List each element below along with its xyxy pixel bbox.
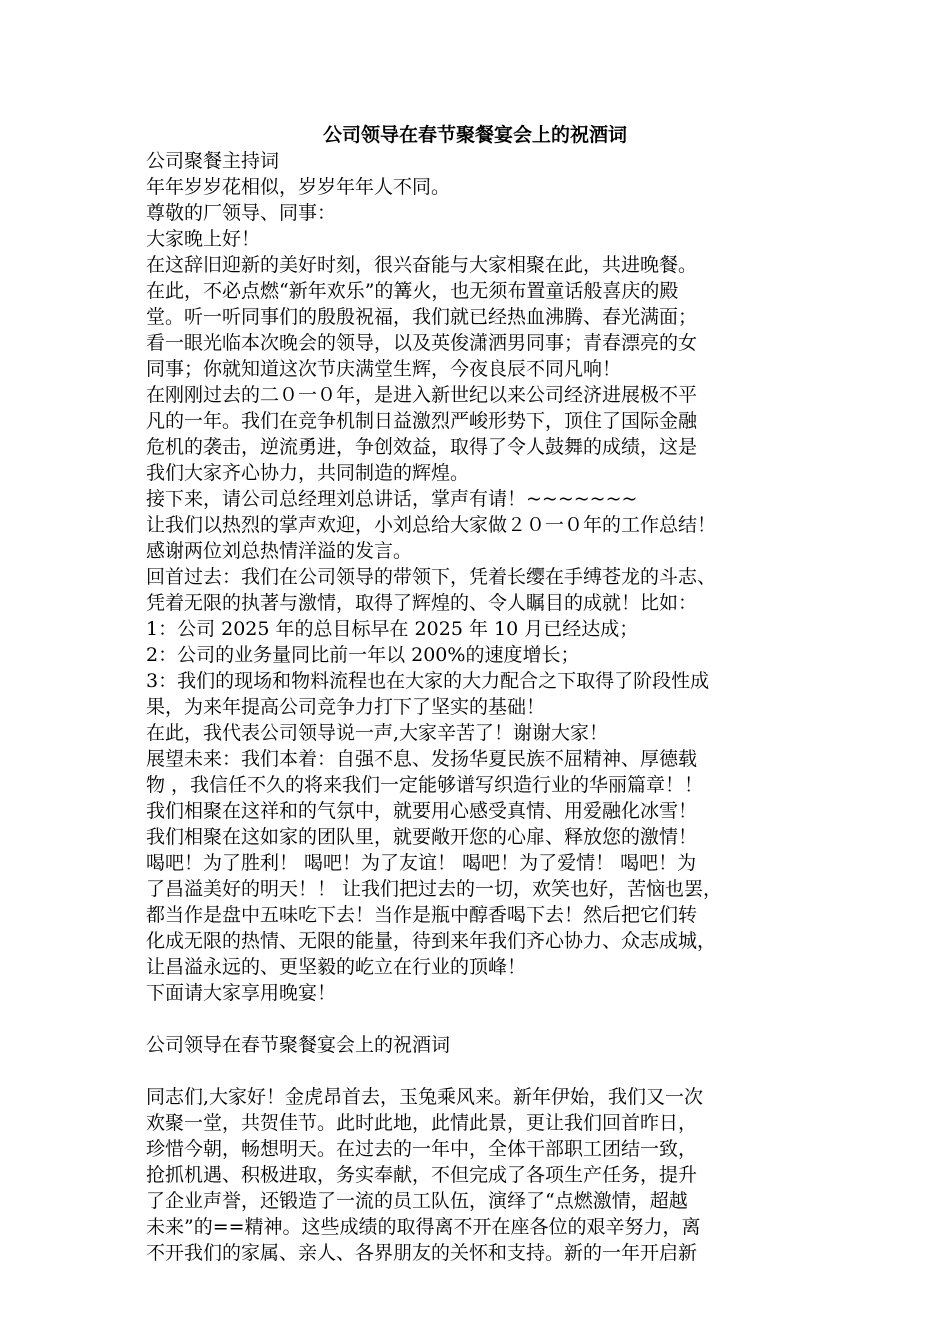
text-line: 了企业声誉，还锻造了一流的员工队伍，演绎了“点燃激情，超越	[146, 1190, 688, 1212]
blank-line	[146, 1006, 806, 1032]
text-line: 堂。听一听同事们的殷殷祝福，我们就已经热血沸腾、春光满面；	[146, 306, 698, 328]
text-line: 不开我们的家属、亲人、各界朋友的关怀和支持。新的一年开启新	[146, 1242, 698, 1264]
text-line: 回首过去：我们在公司领导的带领下，凭着长缨在手缚苍龙的斗志、	[146, 566, 717, 588]
text-line: 在刚刚过去的二０一０年，是进入新世纪以来公司经济进展极不平	[146, 384, 698, 406]
text-line: 我们相聚在这祥和的气氛中，就要用心感受真情、用爱融化冰雪！	[146, 800, 698, 822]
text-line: 公司聚餐主持词	[146, 150, 280, 172]
text-line: 我们相聚在这如家的团队里，就要敞开您的心扉、释放您的激情！	[146, 826, 698, 848]
text-line: 下面请大家享用晚宴！	[146, 982, 337, 1004]
text-line: 在此，我代表公司领导说一声,大家辛苦了！谢谢大家！	[146, 722, 609, 744]
text-line: 凭着无限的执著与激情，取得了辉煌的、令人瞩目的成就！比如：	[146, 592, 698, 614]
text-line: 公司领导在春节聚餐宴会上的祝酒词	[146, 1034, 451, 1056]
text-line: 都当作是盘中五味吃下去！当作是瓶中醇香喝下去！然后把它们转	[146, 904, 698, 926]
text-line: 年年岁岁花相似，岁岁年年人不同。	[146, 176, 451, 198]
text-line: 看一眼光临本次晚会的领导，以及英俊潇洒男同事；青春漂亮的女	[146, 332, 698, 354]
text-line: 尊敬的厂领导、同事：	[146, 202, 337, 224]
blank-line	[146, 1058, 806, 1084]
text-line: 危机的袭击，逆流勇进，争创效益，取得了令人鼓舞的成绩，这是	[146, 436, 698, 458]
text-line: 感谢两位刘总热情洋溢的发言。	[146, 540, 413, 562]
document-title: 公司领导在春节聚餐宴会上的祝酒词	[322, 124, 627, 146]
text-line: 展望未来：我们本着：自强不息、发扬华夏民族不屈精神、厚德载	[146, 748, 698, 770]
text-line: 让我们以热烈的掌声欢迎，小刘总给大家做２０一０年的工作总结！	[146, 514, 717, 536]
text-line: 1：公司 2025 年的总目标早在 2025 年 10 月已经达成；	[146, 618, 639, 640]
text-line: 喝吧！为了胜利！ 喝吧！为了友谊！ 喝吧！为了爱情！ 喝吧！为	[146, 852, 697, 874]
text-line: 欢聚一堂，共贺佳节。此时此地，此情此景，更让我们回首昨日，	[146, 1112, 698, 1134]
text-line: 未来”的==精神。这些成绩的取得离不开在座各位的艰辛努力，离	[146, 1216, 701, 1238]
text-line: 2：公司的业务量同比前一年以 200%的速度增长；	[146, 644, 580, 666]
text-line: 在此，不必点燃“新年欢乐”的篝火，也无须布置童话般喜庆的殿	[146, 280, 679, 302]
text-line: 抢抓机遇、积极进取，务实奉献，不但完成了各项生产任务，提升	[146, 1164, 698, 1186]
text-line: 让昌溢永远的、更坚毅的屹立在行业的顶峰！	[146, 956, 527, 978]
text-line: 果，为来年提高公司竞争力打下了坚实的基础！	[146, 696, 546, 718]
text-line: 化成无限的热情、无限的能量，待到来年我们齐心协力、众志成城，	[146, 930, 717, 952]
text-line: 同事；你就知道这次节庆满堂生辉，今夜良辰不同凡响！	[146, 358, 622, 380]
text-line: 物 ，我信任不久的将来我们一定能够谱写织造行业的华丽篇章！！	[146, 774, 704, 796]
document-body	[146, 148, 806, 1266]
text-line: 3：我们的现场和物料流程也在大家的大力配合之下取得了阶段性成	[146, 670, 710, 692]
text-line: 珍惜今朝，畅想明天。在过去的一年中，全体干部职工团结一致，	[146, 1138, 698, 1160]
text-line: 大家晚上好！	[146, 228, 261, 250]
text-line: 凡的一年。我们在竞争机制日益激烈严峻形势下，顶住了国际金融	[146, 410, 698, 432]
text-line: 了昌溢美好的明天！！ 让我们把过去的一切，欢笑也好，苦恼也罢，	[146, 878, 723, 900]
text-line: 接下来，请公司总经理刘总讲话，掌声有请！~~~~~~~	[146, 488, 638, 510]
text-line: 我们大家齐心协力，共同制造的辉煌。	[146, 462, 470, 484]
text-line: 在这辞旧迎新的美好时刻，很兴奋能与大家相聚在此，共进晚餐。	[146, 254, 698, 276]
text-line: 同志们,大家好！金虎昂首去，玉兔乘风来。新年伊始，我们又一次	[146, 1086, 704, 1108]
